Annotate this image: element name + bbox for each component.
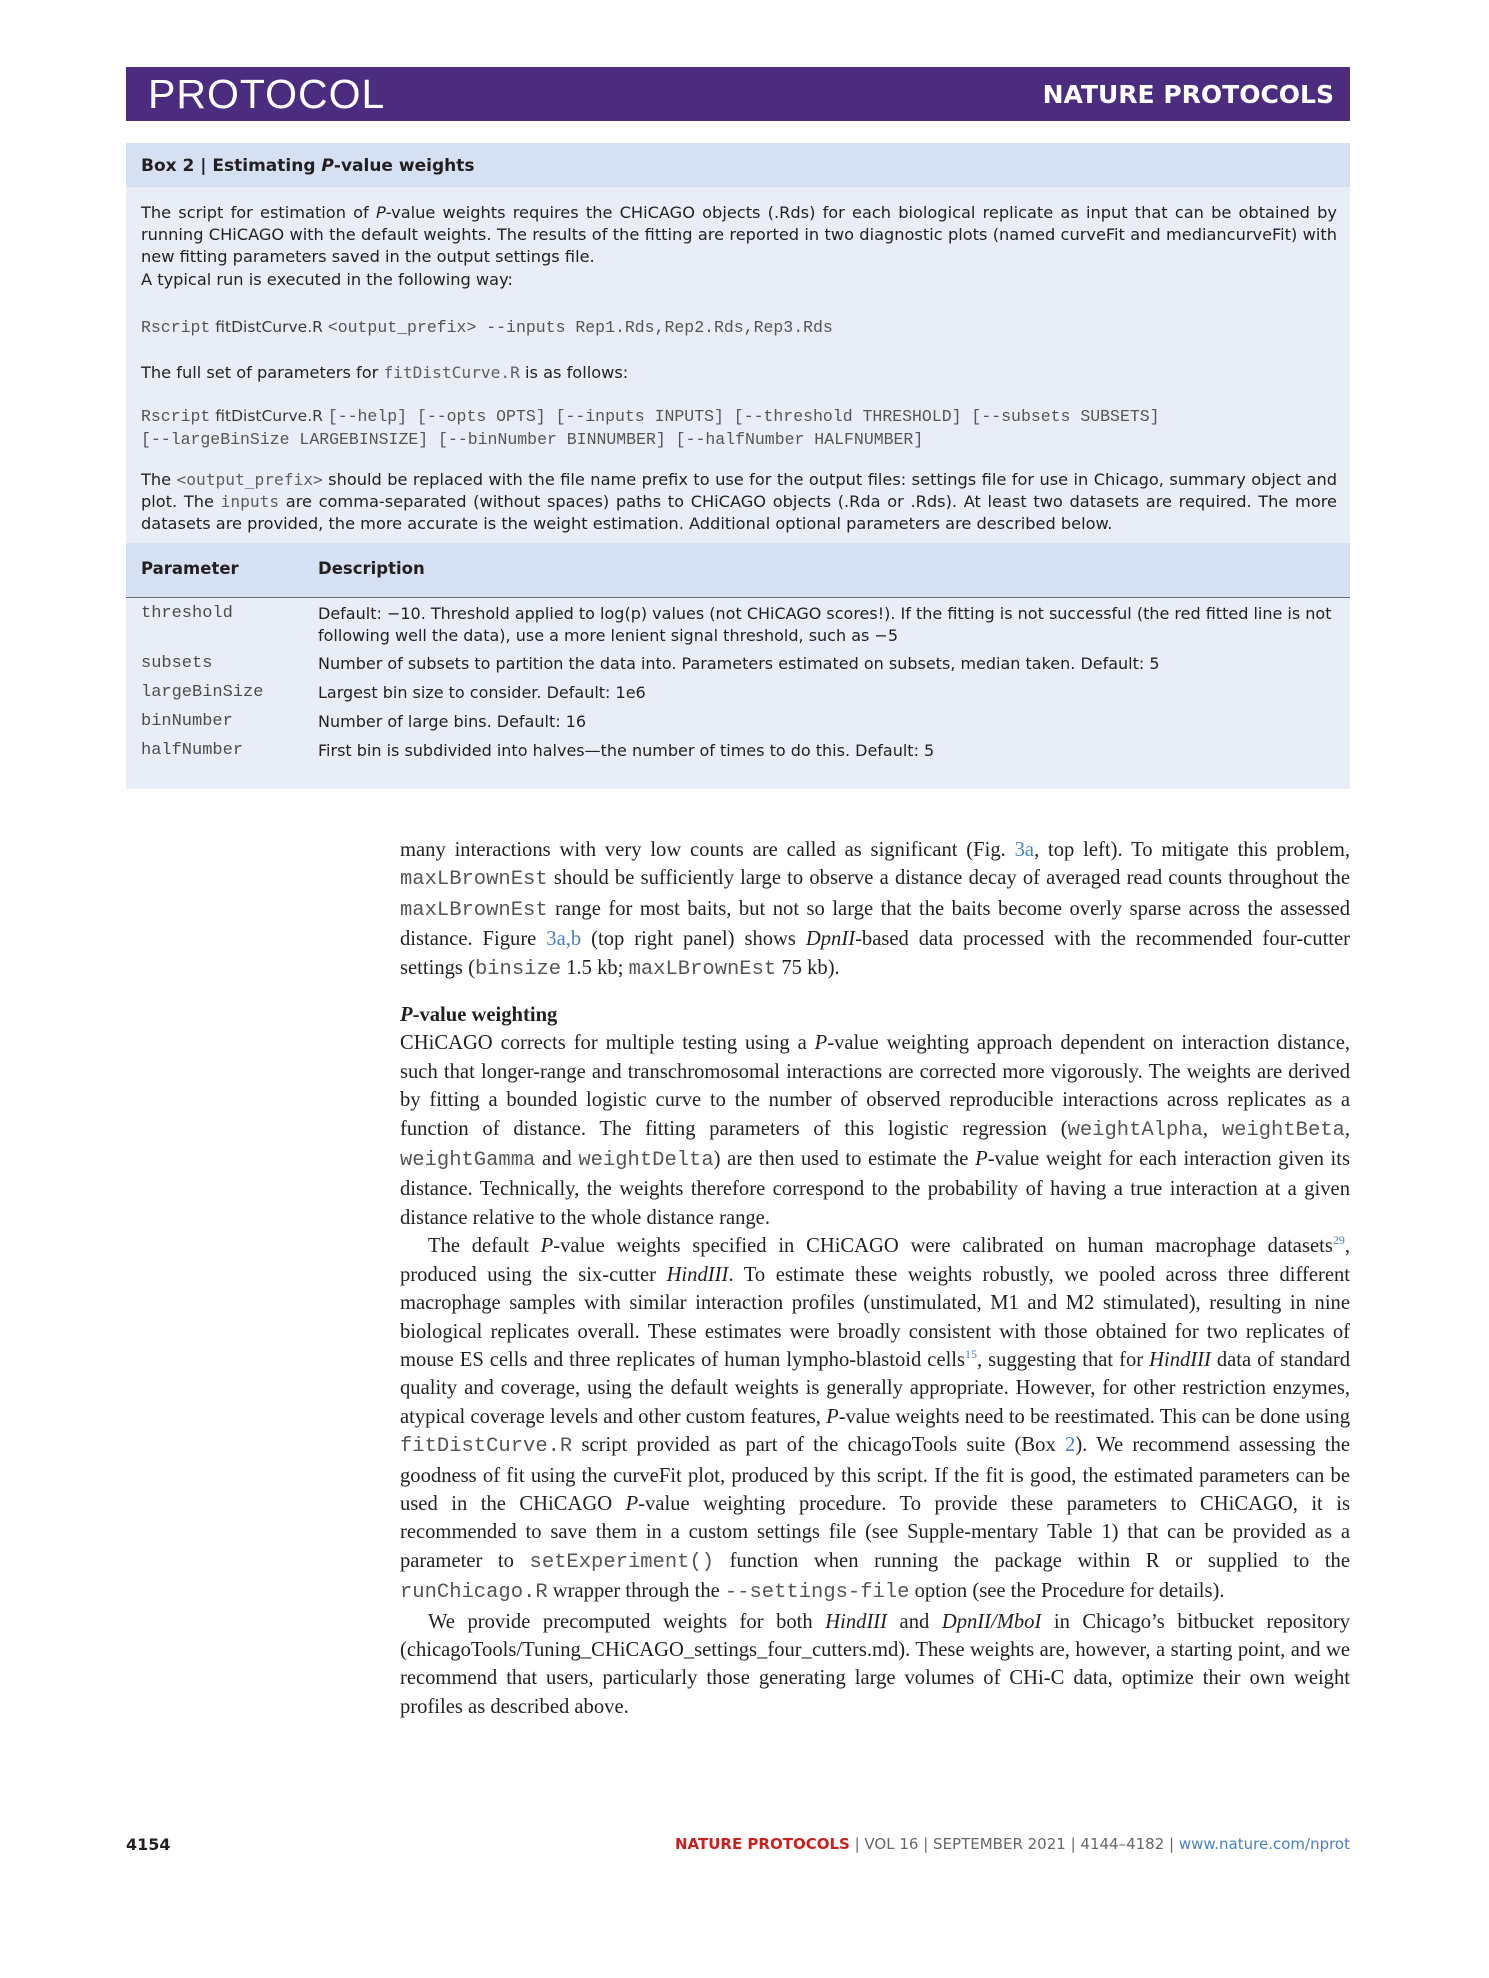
column-header-parameter: Parameter (141, 559, 239, 578)
box-intro: The script for estimation of P-value weights requires the CHiCAGO objects (.Rds) for each biological replicate as input that can be obtained by running CHiCAGO with the default weights. The results of the fitting are reported in two diagnostic plots (named curveFit and mediancurveFit) with new fitting parameters saved in the output settings file. A typical run is executed in the following way: (141, 203, 1337, 289)
reference-link[interactable]: 29 (1332, 1233, 1345, 1248)
code-example-1: Rscript fitDistCurve.R <output_prefix> --inputs Rep1.Rds,Rep2.Rds,Rep3.Rds (141, 318, 833, 337)
figure-link[interactable]: 3a (1014, 839, 1035, 861)
params-intro: The full set of parameters for fitDistCurve.R is as follows: (141, 363, 629, 382)
body-text (400, 836, 1350, 1721)
code-usage: Rscript fitDistCurve.R [--help] [--opts OPTS] [--inputs INPUTS] [--threshold THRESHOLD] [--subsets SUBSETS] [--largeBinSize LARGEBINSIZE] [--binNumber BINNUMBER] [--halfNumber HALFNUMBER] (141, 407, 1160, 449)
param-description: Number of large bins. Default: 16 (318, 712, 587, 731)
param-description: Number of subsets to partition the data into. Parameters estimated on subsets, median taken. Default: 5 (318, 654, 1160, 673)
param-name: threshold (141, 604, 233, 623)
table-header (126, 543, 1350, 598)
journal-header (126, 67, 1350, 121)
paragraph: The default P-value weights specified in CHiCAGO were calibrated on human macrophage datasets$^{29}$, produced using the six-cutter HindIII. To estimate these weights robustly, we pooled across three different macrophage samples with similar interaction profiles (unstimulated, M1 and M2 stimulated), resulting in nine biological replicates overall. These estimates were broadly consistent with those obtained for two replicates of mouse ES cells and three replicates of human lympho-blastoid cells$^{15}$, suggesting that for HindIII data of standard quality and coverage, using the default weights is generally appropriate. However, for other restriction enzymes, atypical coverage levels and other custom features, P-value weights need to be reestimated. This can be done using fitDistCurve.R script provided as part of the chicagoTools suite (Box 2). We recommend assessing the goodness of fit using the curveFit plot, produced by this script. If the fit is good, the estimated parameters can be used in the CHiCAGO P-value weighting procedure. To provide these parameters to CHiCAGO, it is recommended to save them in a custom settings file (see Supple-mentary Table 1) that can be provided as a parameter to setExperiment() function when running the package within R or supplied to the runChicago.R wrapper through the --settings-file option (see the Procedure for details). (400, 1233, 1351, 1605)
param-name: largeBinSize (141, 683, 264, 702)
box-link[interactable]: 2 (1065, 1434, 1076, 1457)
param-name: halfNumber (141, 741, 244, 760)
box-title: Box 2 | Estimating P-value weights (141, 156, 475, 176)
column-header-description: Description (318, 559, 425, 578)
param-description: First bin is subdivided into halves—the number of times to do this. Default: 5 (318, 741, 935, 760)
paragraph: We provide precomputed weights for both HindIII and DpnII/MboI in Chicago’s bitbucket repository (chicagoTools/Tuning_CHiCAGO_settings_four_cutters.md). These weights are, however, a starting point, and we recommend that users, particularly those generating large volumes of CHi-C data, optimize their own weight profiles as described above. (400, 1610, 1351, 1718)
reference-link[interactable]: 15 (965, 1347, 978, 1362)
box-title-bar (126, 143, 1350, 187)
box-2 (126, 143, 1350, 789)
box-outro: The <output_prefix> should be replaced with the file name prefix to use for the output files: settings file for use in Chicago, summary object and plot. The inputs are comma-separated (without spaces) paths to CHiCAGO objects (.Rda or .Rds). At least two datasets are required. The more datasets are provided, the more accurate is the weight estimation. Additional optional parameters are described below. (141, 470, 1337, 534)
param-description: Largest bin size to consider. Default: 1e6 (318, 683, 646, 702)
journal-url-link[interactable]: www.nature.com/nprot (1178, 1835, 1350, 1853)
paragraph: CHiCAGO corrects for multiple testing using a P-value weighting approach dependent on interaction distance, such that longer-range and transchromosomal interactions are corrected more vigorously. The weights are derived by fitting a bounded logistic curve to the number of observed reproducible interactions across replicates as a function of distance. The fitting parameters of this logistic regression (weightAlpha, weightBeta, weightGamma and weightDelta) are then used to estimate the P-value weight for each interaction given its distance. Technically, the weights therefore correspond to the probability of having a true interaction at a given distance relative to the whole distance range. (400, 1032, 1351, 1229)
section-heading: P-value weighting (400, 1004, 558, 1027)
param-name: subsets (141, 654, 213, 673)
page-number: 4154 (126, 1835, 171, 1854)
param-description: Default: −10. Threshold applied to log(p) values (not CHiCAGO scores!). If the fitting is not successful (the red fitted line is not following well the data), use a more lenient signal threshold, such as −5 (318, 604, 1332, 645)
paragraph: many interactions with very low counts are called as significant (Fig. 3a, top left). To mitigate this problem, maxLBrownEst should be sufficiently large to observe a distance decay of averaged read counts throughout the maxLBrownEst range for most baits, but not so large that the baits become overly sparse across the assessed distance. Figure 3a,b (top right panel) shows DpnII-based data processed with the recommended four-cutter settings (binsize 1.5 kb; maxLBrownEst 75 kb). (400, 839, 1351, 981)
section-label: PROTOCOL (148, 71, 386, 117)
footer-citation: NATURE PROTOCOLS | VOL 16 | SEPTEMBER 2021 | 4144–4182 | www.nature.com/nprot (674, 1835, 1350, 1853)
param-name: binNumber (141, 712, 233, 731)
figure-link[interactable]: 3a,b (546, 928, 582, 951)
journal-name: NATURE PROTOCOLS (1042, 80, 1334, 109)
